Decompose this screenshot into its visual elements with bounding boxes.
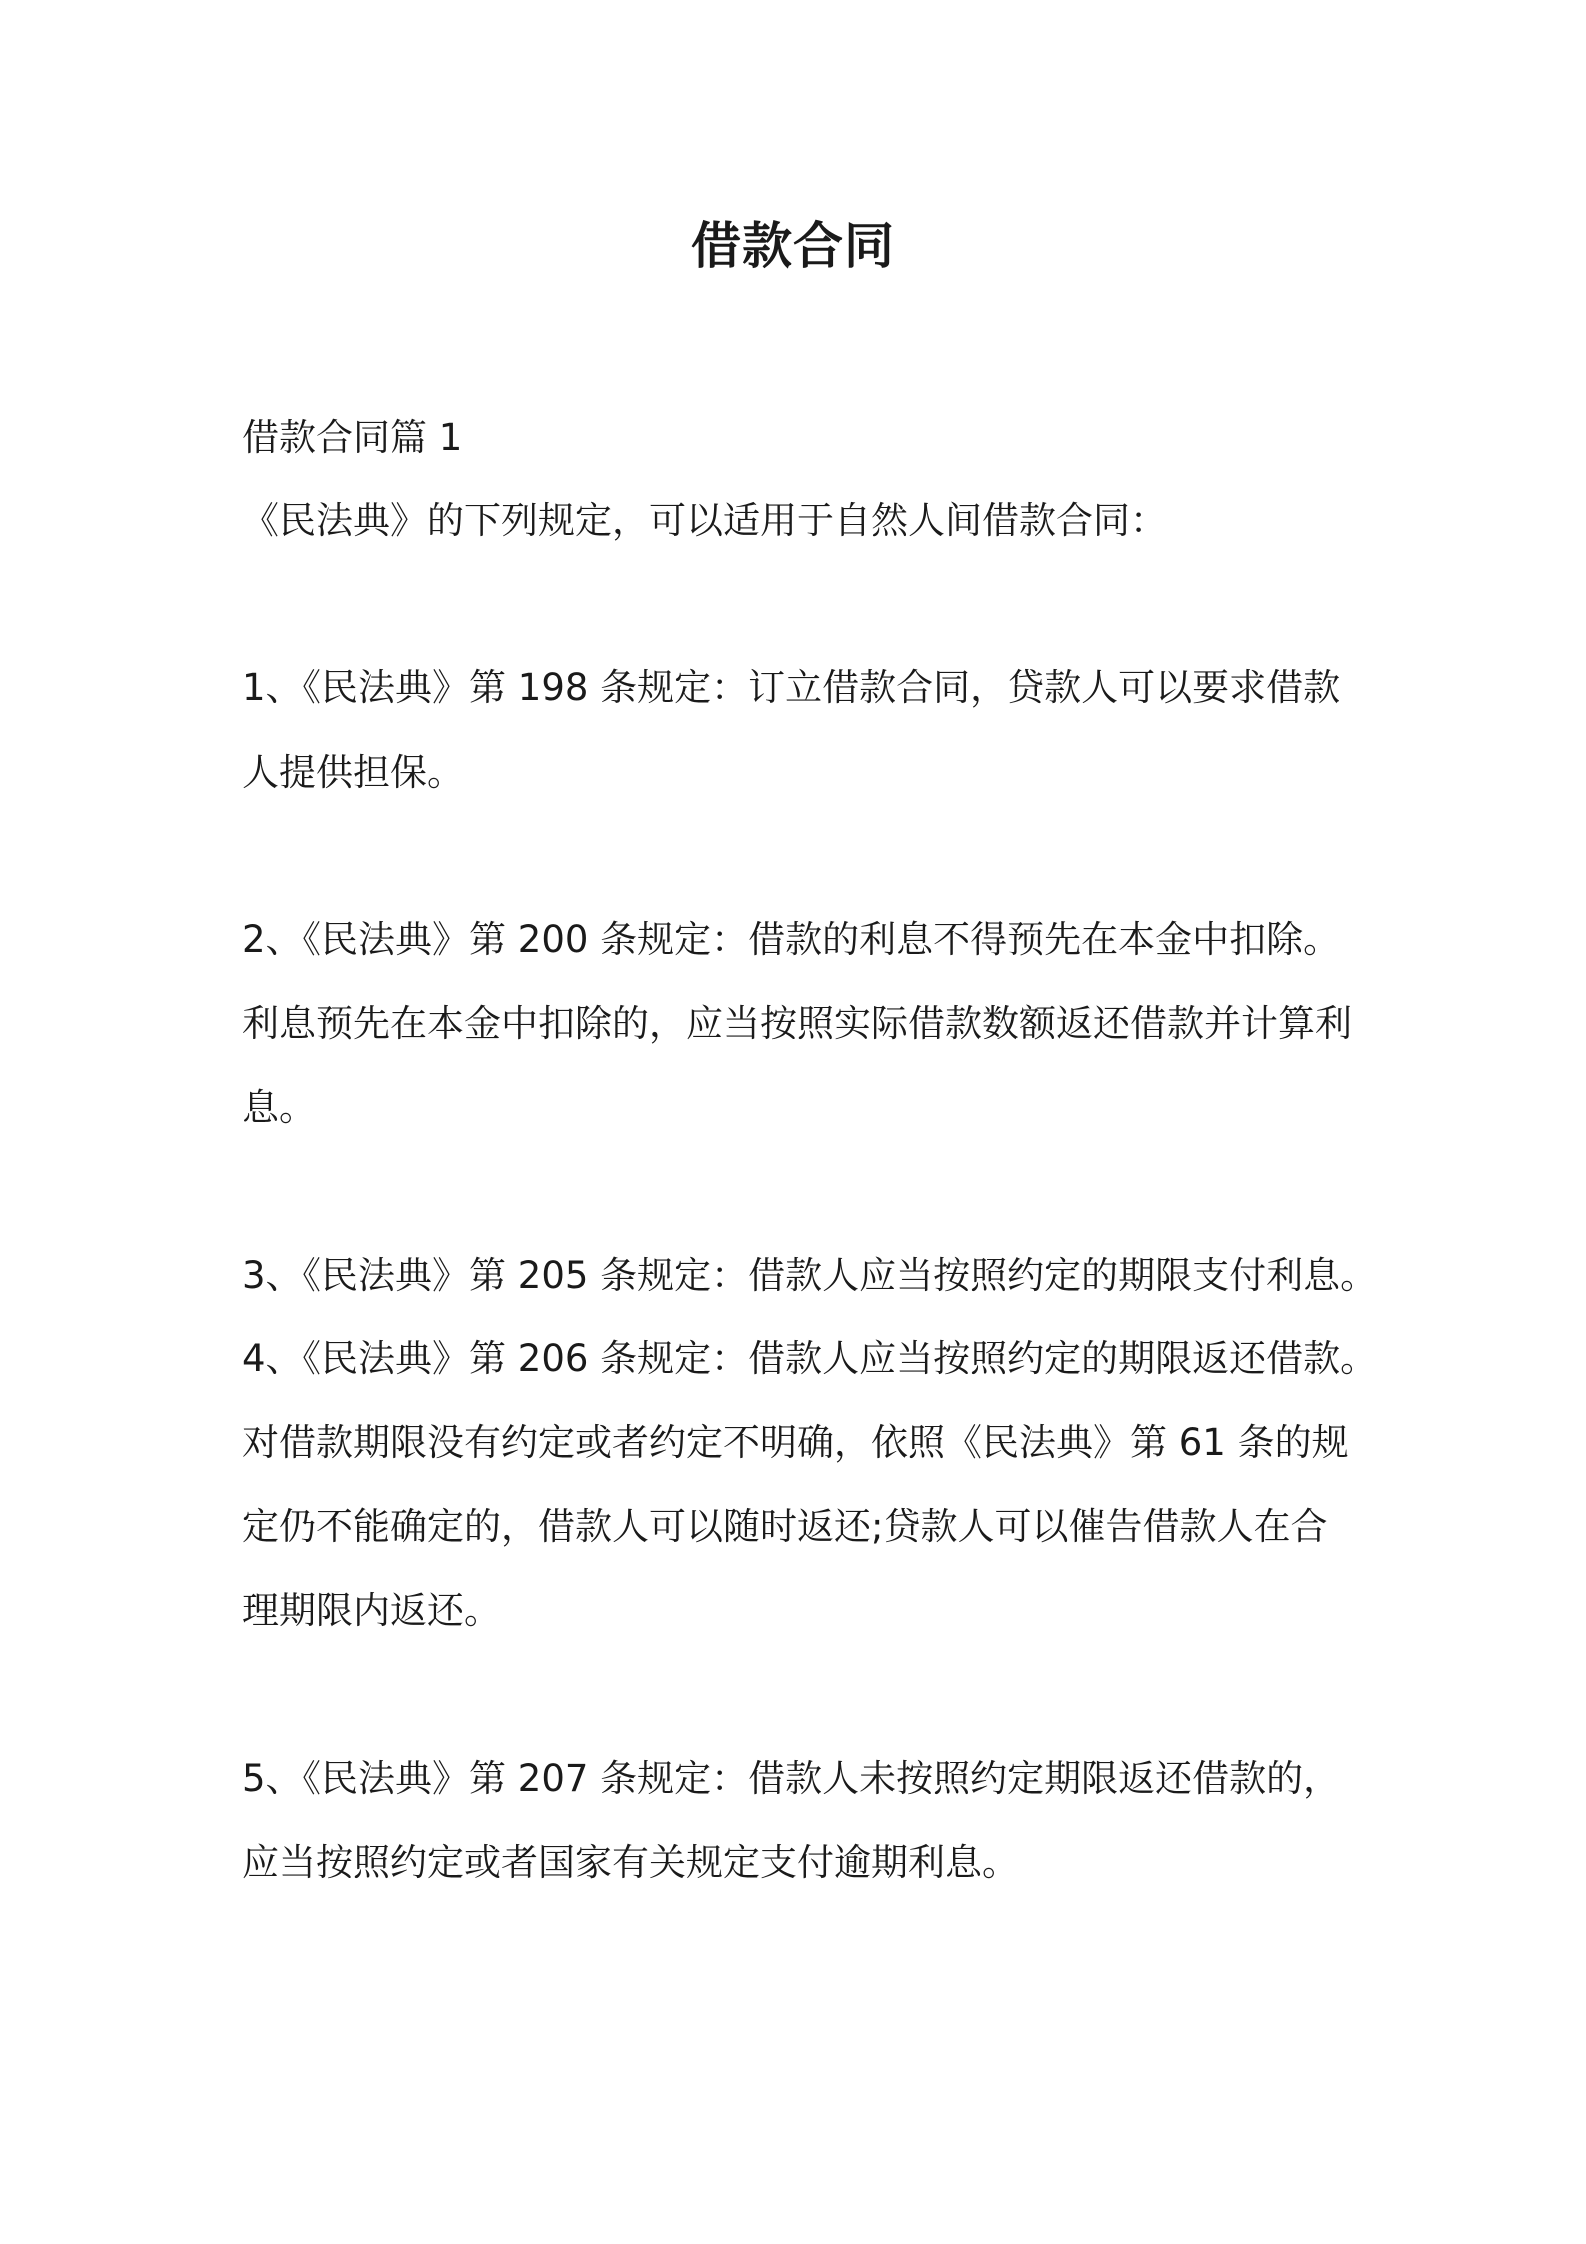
item-5-line-2: 应当按照约定或者国家有关规定支付逾期利息。 <box>242 1841 1019 1884</box>
item-4-line-4: 理期限内返还。 <box>242 1589 501 1632</box>
item-1-line-2: 人提供担保。 <box>242 751 464 794</box>
section-heading: 借款合同篇 1 <box>242 416 463 459</box>
document-title: 借款合同 <box>691 217 895 275</box>
item-4-line-2: 对借款期限没有约定或者约定不明确，依照《民法典》第 61 条的规 <box>242 1421 1349 1464</box>
item-4-line-1: 4、《民法典》第 206 条规定：借款人应当按照约定的期限返还借款。 <box>242 1337 1378 1380</box>
item-3-line-1: 3、《民法典》第 205 条规定：借款人应当按照约定的期限支付利息。 <box>242 1254 1378 1297</box>
item-1-line-1: 1、《民法典》第 198 条规定：订立借款合同，贷款人可以要求借款 <box>242 666 1341 709</box>
item-2-line-3: 息。 <box>242 1086 316 1129</box>
intro-paragraph: 《民法典》的下列规定，可以适用于自然人间借款合同： <box>242 499 1167 542</box>
item-2-line-2: 利息预先在本金中扣除的，应当按照实际借款数额返还借款并计算利 <box>242 1002 1352 1045</box>
item-4-line-3: 定仍不能确定的，借款人可以随时返还;贷款人可以催告借款人在合 <box>242 1505 1328 1548</box>
item-5-line-1: 5、《民法典》第 207 条规定：借款人未按照约定期限返还借款的， <box>242 1757 1341 1800</box>
item-2-line-1: 2、《民法典》第 200 条规定：借款的利息不得预先在本金中扣除。 <box>242 918 1341 961</box>
